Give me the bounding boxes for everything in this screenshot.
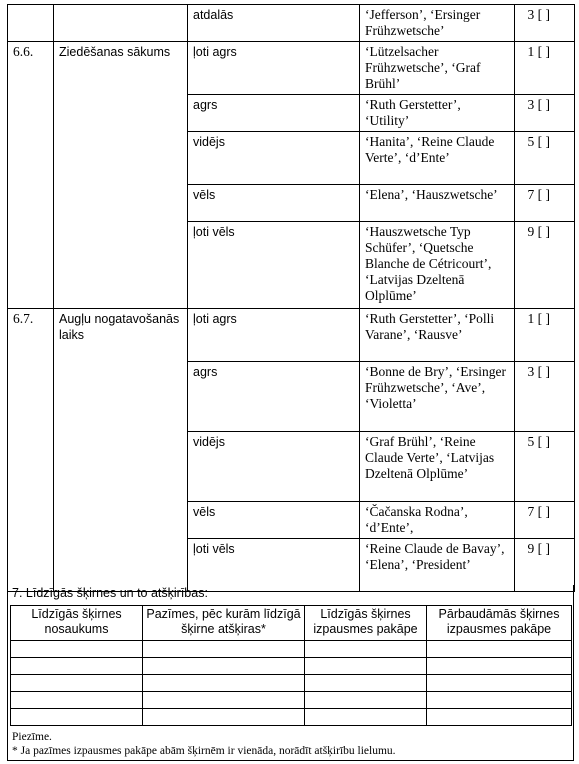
blank-cell[interactable]	[427, 692, 572, 709]
char-number: 6.6.	[8, 42, 54, 95]
char-name	[54, 5, 188, 42]
char-name: Augļu nogatavošanās laiks	[54, 309, 188, 362]
table-row	[8, 95, 575, 132]
char-number	[8, 95, 54, 132]
blank-row	[11, 709, 572, 726]
example-varieties: ‘Ruth Gerstetter’, ‘Polli Varane’, ‘Rausve’	[360, 309, 515, 362]
blank-cell[interactable]	[143, 675, 305, 692]
char-name	[54, 185, 188, 222]
blank-cell[interactable]	[11, 709, 143, 726]
blank-cell[interactable]	[143, 658, 305, 675]
note-label: Piezīme.	[12, 731, 52, 743]
char-number: 6.7.	[8, 309, 54, 362]
expression-state: ļoti agrs	[188, 309, 360, 362]
blank-cell[interactable]	[427, 675, 572, 692]
blank-cell[interactable]	[305, 675, 427, 692]
expression-state: vidējs	[188, 132, 360, 185]
characteristics-table	[7, 4, 575, 592]
note-code: 3 [ ]	[515, 362, 575, 432]
blank-cell[interactable]	[143, 709, 305, 726]
note-code: 7 [ ]	[515, 502, 575, 539]
note-code: 1 [ ]	[515, 309, 575, 362]
example-varieties: ‘Graf Brühl’, ‘Reine Claude Verte’, ‘Latvijas Dzeltenā Olplūme’	[360, 432, 515, 502]
blank-row	[11, 692, 572, 709]
char-name: Ziedēšanas sākums	[54, 42, 188, 95]
example-varieties: ‘Čačanska Rodna’, ‘d’Ente’,	[360, 502, 515, 539]
blank-cell[interactable]	[11, 658, 143, 675]
column-header: Pārbaudāmās šķirnes izpausmes pakāpe	[427, 606, 572, 641]
char-number	[8, 5, 54, 42]
blank-cell[interactable]	[427, 709, 572, 726]
column-header: Līdzīgās šķirnes nosaukums	[11, 606, 143, 641]
expression-state: ļoti agrs	[188, 42, 360, 95]
example-varieties: ‘Hauszwetsche Typ Schüfer’, ‘Quetsche Blanche de Cétricourt’, ‘Latvijas Dzeltenā Olplūme’	[360, 222, 515, 309]
table-row	[8, 5, 575, 42]
char-number	[8, 362, 54, 432]
column-header: Līdzīgās šķirnes izpausmes pakāpe	[305, 606, 427, 641]
example-varieties: ‘Reine Claude de Bavay’, ‘Elena’, ‘President’	[360, 539, 515, 592]
table-row	[8, 432, 575, 502]
char-name	[54, 432, 188, 502]
char-number	[8, 222, 54, 309]
expression-state: ļoti vēls	[188, 222, 360, 309]
blank-cell[interactable]	[305, 658, 427, 675]
note-code: 1 [ ]	[515, 42, 575, 95]
blank-cell[interactable]	[11, 641, 143, 658]
expression-state: vidējs	[188, 432, 360, 502]
char-name	[54, 222, 188, 309]
expression-state: vēls	[188, 502, 360, 539]
char-name	[54, 502, 188, 539]
similar-varieties-section	[7, 585, 574, 761]
blank-cell[interactable]	[305, 641, 427, 658]
example-varieties: ‘Jefferson’, ‘Ersinger Frühzwetsche’	[360, 5, 515, 42]
blank-cell[interactable]	[143, 641, 305, 658]
blank-row	[11, 658, 572, 675]
note-code: 3 [ ]	[515, 95, 575, 132]
table-row	[8, 222, 575, 309]
example-varieties: ‘Bonne de Bry’, ‘Ersinger Frühzwetsche’, ‘Ave’, ‘Violetta’	[360, 362, 515, 432]
table-row	[8, 132, 575, 185]
char-name	[54, 362, 188, 432]
blank-row	[11, 675, 572, 692]
table-row	[8, 42, 575, 95]
blank-cell[interactable]	[305, 709, 427, 726]
char-number	[8, 502, 54, 539]
footnote	[12, 730, 396, 758]
char-number	[8, 539, 54, 592]
table-row	[8, 185, 575, 222]
example-varieties: ‘Lützelsacher Frühzwetsche’, ‘Graf Brühl’	[360, 42, 515, 95]
expression-state: vēls	[188, 185, 360, 222]
table-row	[8, 362, 575, 432]
note-code: 3 [ ]	[515, 5, 575, 42]
note-text: * Ja pazīmes izpausmes pakāpe abām šķirnēm ir vienāda, norādīt atšķirību lielumu.	[12, 745, 396, 757]
section-title: 7. Līdzīgās šķirnes un to atšķirības:	[12, 586, 208, 600]
note-code: 7 [ ]	[515, 185, 575, 222]
blank-cell[interactable]	[427, 641, 572, 658]
expression-state: agrs	[188, 95, 360, 132]
blank-cell[interactable]	[143, 692, 305, 709]
expression-state: atdalās	[188, 5, 360, 42]
blank-cell[interactable]	[11, 692, 143, 709]
expression-state: agrs	[188, 362, 360, 432]
char-name	[54, 132, 188, 185]
char-number	[8, 132, 54, 185]
char-number	[8, 185, 54, 222]
note-code: 9 [ ]	[515, 222, 575, 309]
expression-state: ļoti vēls	[188, 539, 360, 592]
note-code: 5 [ ]	[515, 432, 575, 502]
note-code: 5 [ ]	[515, 132, 575, 185]
blank-cell[interactable]	[11, 675, 143, 692]
table-row	[8, 502, 575, 539]
example-varieties: ‘Hanita’, ‘Reine Claude Verte’, ‘d’Ente’	[360, 132, 515, 185]
similar-varieties-table	[10, 605, 572, 726]
table-row	[8, 539, 575, 592]
example-varieties: ‘Elena’, ‘Hauszwetsche’	[360, 185, 515, 222]
column-header: Pazīmes, pēc kurām līdzīgā šķirne atšķiras*	[143, 606, 305, 641]
blank-cell[interactable]	[427, 658, 572, 675]
header-row	[11, 606, 572, 641]
blank-cell[interactable]	[305, 692, 427, 709]
char-name	[54, 539, 188, 592]
example-varieties: ‘Ruth Gerstetter’, ‘Utility’	[360, 95, 515, 132]
table-row	[8, 309, 575, 362]
char-number	[8, 432, 54, 502]
note-code: 9 [ ]	[515, 539, 575, 592]
blank-row	[11, 641, 572, 658]
char-name	[54, 95, 188, 132]
